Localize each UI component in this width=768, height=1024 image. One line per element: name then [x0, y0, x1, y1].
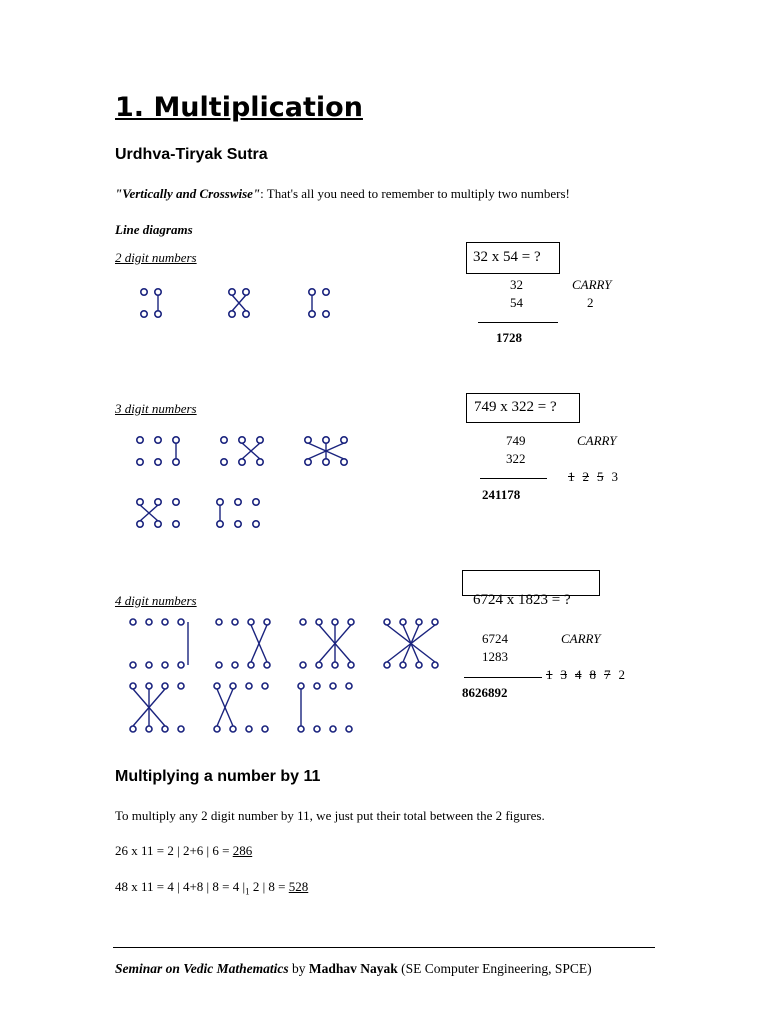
equation-3d: 749 x 322 = ? — [474, 399, 557, 415]
example-2-working-rest: 2 | 8 = — [249, 879, 289, 894]
example-2-working: 48 x 11 = 4 | 4+8 | 8 = 4 | — [115, 879, 246, 894]
example-1-working: 26 x 11 = 2 | 2+6 | 6 = — [115, 843, 233, 858]
4d-result: 8626892 — [462, 685, 508, 700]
footer-by: by — [288, 961, 309, 976]
4d-carry-struck-1: 1 — [546, 667, 553, 682]
4d-carry-digits — [546, 667, 633, 683]
diagram-3d-c — [305, 437, 347, 465]
four-digit-line-diagrams — [128, 617, 448, 737]
4d-top-number: 6724 — [482, 631, 508, 646]
4d-carry-struck-4: 8 — [589, 667, 596, 682]
equation-4d: 6724 x 1823 = ? — [473, 592, 571, 608]
3d-bottom-number: 322 — [506, 451, 526, 466]
four-digit-label: 4 digit numbers — [115, 593, 197, 608]
by-eleven-example-2 — [115, 879, 308, 897]
diagram-4d-d — [384, 619, 438, 668]
diagram-3d-b — [221, 437, 263, 465]
intro-quote: "Vertically and Crosswise" — [115, 186, 261, 201]
diagram-4d-c — [300, 619, 354, 668]
4d-carry-label: CARRY — [561, 631, 601, 646]
footer-rule — [113, 947, 655, 948]
2d-result: 1728 — [496, 330, 522, 345]
by-eleven-example-1 — [115, 843, 252, 859]
intro-line — [115, 186, 570, 202]
2d-top-number: 32 — [510, 277, 523, 292]
footer-seminar: Seminar on Vedic Mathematics — [115, 961, 289, 976]
3d-carry-digits — [568, 469, 626, 485]
3d-result: 241178 — [482, 487, 521, 502]
diagram-2d-b — [229, 289, 249, 317]
example-1-answer: 286 — [232, 843, 253, 858]
footer-affiliation: (SE Computer Engineering, SPCE) — [397, 961, 592, 976]
2d-carry-value: 2 — [587, 295, 594, 310]
section-subtitle: Urdhva-Tiryak Sutra — [115, 146, 268, 163]
by-eleven-heading: Multiplying a number by 11 — [115, 768, 321, 785]
3d-carry-label: CARRY — [577, 433, 617, 448]
diagram-2d-a — [141, 289, 161, 317]
2d-result-rule — [478, 322, 558, 323]
4d-carry-struck-2: 3 — [560, 667, 567, 682]
diagram-4d-g — [298, 683, 352, 732]
3d-carry-struck-3: 5 — [597, 469, 604, 484]
equation-box-2d — [466, 242, 560, 274]
two-digit-line-diagrams — [138, 284, 338, 324]
page-title: 1. Multiplication — [115, 92, 363, 123]
diagram-4d-a — [130, 619, 188, 668]
diagram-3d-e — [217, 499, 259, 527]
4d-carry-struck-5: 7 — [604, 667, 611, 682]
3d-top-number: 749 — [506, 433, 526, 448]
2d-carry-label: CARRY — [572, 277, 612, 292]
3d-carry-struck-1: 1 — [568, 469, 575, 484]
line-diagrams-label: Line diagrams — [115, 222, 193, 237]
equation-box-3d — [466, 393, 580, 423]
diagram-2d-c — [309, 289, 329, 317]
4d-carry-struck-3: 4 — [575, 667, 582, 682]
2d-bottom-number: 54 — [510, 295, 523, 310]
3d-carry-struck-2: 2 — [582, 469, 589, 484]
4d-result-rule — [464, 677, 542, 678]
diagram-3d-d — [137, 499, 179, 527]
example-2-carry: 1 — [245, 886, 250, 897]
two-digit-label: 2 digit numbers — [115, 250, 197, 265]
equation-2d: 32 x 54 = ? — [473, 249, 541, 265]
example-2-answer: 528 — [288, 879, 309, 894]
diagram-4d-f — [214, 683, 268, 732]
diagram-4d-b — [216, 619, 270, 668]
footer-author: Madhav Nayak — [308, 961, 398, 976]
3d-carry-plain-1: 3 — [611, 469, 618, 484]
4d-carry-plain-1: 2 — [618, 667, 625, 682]
4d-bottom-number: 1283 — [482, 649, 508, 664]
3d-result-rule — [480, 478, 547, 479]
three-digit-line-diagrams — [134, 434, 374, 534]
footer — [115, 961, 592, 977]
intro-text: : That's all you need to remember to multiply two numbers! — [260, 186, 570, 201]
diagram-4d-e — [130, 683, 184, 732]
by-eleven-text: To multiply any 2 digit number by 11, we just put their total between the 2 figures. — [115, 808, 545, 823]
three-digit-label: 3 digit numbers — [115, 401, 197, 416]
diagram-3d-a — [137, 437, 179, 465]
